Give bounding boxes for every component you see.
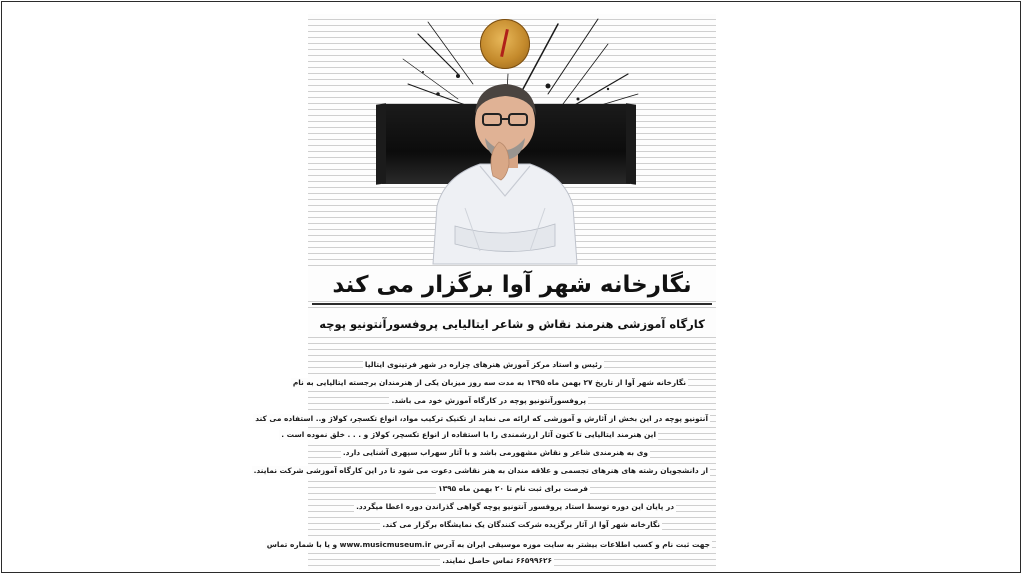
artist-portrait-image — [425, 76, 585, 264]
event-poster — [253, 14, 716, 571]
body-line: پروفسورآنتونیو پوچه در کارگاه آموزش خود می باشد. — [391, 396, 586, 405]
body-line: نگارخانه شهر آوا از تاریخ ۲۷ بهمن ماه ۱۳۹۵ به مدت سه روز میزبان یکی از هنرمندان برجسته ایتالیایی به نام — [292, 378, 686, 387]
poster-subtitle: کارگاه آموزشی هنرمند نقاش و شاعر ایتالیایی پروفسورآنتونیو پوچه — [308, 312, 716, 336]
body-line: نگارخانه شهر آوا از آثار برگزیده شرکت کنندگان یک نمایشگاه برگزار می کند. — [382, 520, 660, 529]
body-line: در پایان این دوره توسط استاد پروفسور آنتونیو پوچه گواهی گذراندن دوره اعطا میگردد. — [356, 502, 674, 511]
body-line: وی به هنرمندی شاعر و نقاش مشهورمی باشد و با آثار سهراب سپهری آشنایی دارد. — [342, 448, 648, 457]
body-line: از دانشجویان رشته های هنرهای تجسمی و علاقه مندان به هنر نقاشی دعوت می شود تا در این کارگاه آموزشی شرکت نمایند. — [253, 466, 708, 475]
body-line: فرصت برای ثبت نام تا ۲۰ بهمن ماه ۱۳۹۵ — [438, 484, 588, 493]
body-line: جهت ثبت نام و کسب اطلاعات بیشتر به سایت موزه موسیقی ایران به آدرس www.musicmuseum.ir و یا با شماره تماس — [266, 540, 710, 549]
body-line: ۶۶۵۹۹۶۲۶ تماس حاصل نمایند. — [442, 556, 552, 565]
poster-headline: نگارخانه شهر آوا برگزار می کند — [308, 269, 716, 301]
body-line: آنتونیو پوچه در این بخش از آثارش و آموزشی که ارائه می نماید از تکنیک ترکیب مواد، انواع تکسچر، کولاژ و.. استفاده می کند — [255, 414, 708, 423]
body-line: رئیس و استاد مرکز آموزش هنرهای چزاره در شهر فرتینوی ایتالیا — [364, 360, 602, 369]
gold-seal-artwork — [480, 19, 530, 69]
divider-rule — [312, 303, 712, 305]
body-line: این هنرمند ایتالیایی تا کنون آثار ارزشمندی را با استفاده از انواع تکسچر، کولاژ و . . . خلق نموده است . — [281, 430, 656, 439]
